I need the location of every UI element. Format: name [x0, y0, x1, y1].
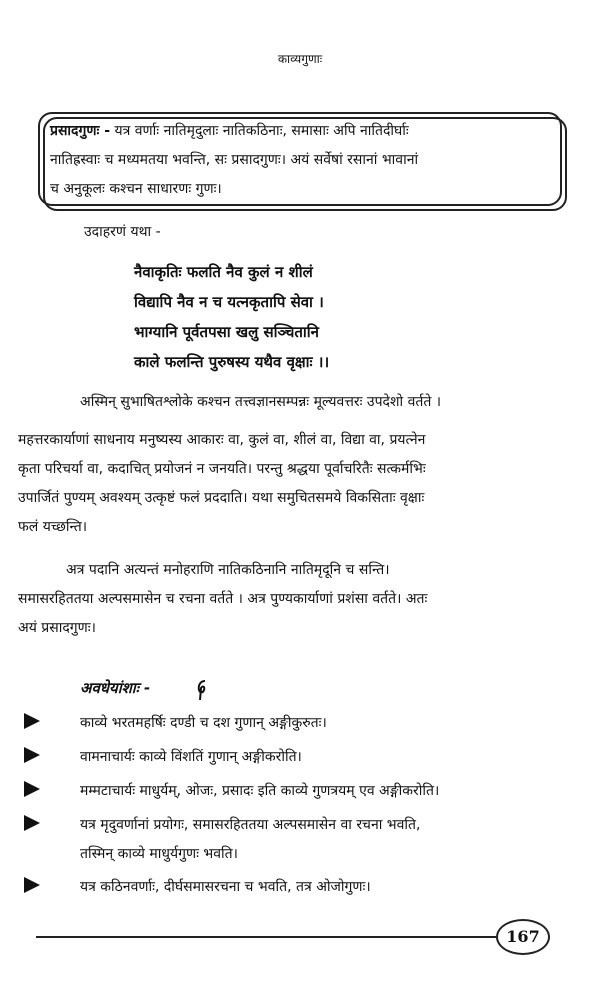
definition-term: प्रसादगुणः - [50, 123, 111, 139]
note-item-4-continued: तस्मिन् काव्ये माधुर्यगुणः भवति। [80, 846, 238, 862]
note-item-4: यत्र मृदुवर्णानां प्रयोगः, समासरहिततया अल्पसमासेन वा रचना भवति, [80, 817, 421, 833]
definition-text-1: यत्र वर्णाः नातिमृदुलाः नातिकठिनाः, समासाः अपि नातिदीर्घाः [110, 123, 409, 139]
verse-line-4: काले फलन्ति पुरुषस्य यथैव वृक्षाः ।। [134, 353, 330, 371]
note-item-3: मम्मटाचार्यः माधुर्यम्, ओजः, प्रसादः इति काव्ये गुणत्रयम् एव अङ्गीकरोति। [80, 783, 440, 799]
bullet-arrow-icon [24, 781, 40, 797]
bullet-arrow-icon [24, 713, 40, 729]
verse-line-1: नैवाकृतिः फलति नैव कुलं न शीलं [134, 263, 313, 281]
paragraph-2-line-4: फलं यच्छन्ति। [18, 519, 88, 535]
paragraph-3-line-1: अत्र पदानि अत्यन्तं मनोहराणि नातिकठिनानि नातिमृदूनि च सन्ति। [66, 562, 390, 578]
page-number: 167 [496, 919, 550, 955]
note-item-5: यत्र कठिनवर्णाः, दीर्घसमासरचना च भवति, तत्र ओजोगुणः। [80, 879, 371, 895]
paragraph-2-line-2: कृता परिचर्या वा, कदाचित् प्रयोजनं न जनयति। परन्तु श्रद्धया पूर्वाचरितैः सत्कर्मभिः [18, 461, 426, 477]
definition-line-3: च अनुकूलः कश्चन साधारणः गुणः। [50, 181, 222, 197]
bullet-arrow-icon [24, 747, 40, 763]
paragraph-2-line-1: महत्तरकार्याणां साधनाय मनुष्यस्य आकारः वा, कुलं वा, शीलं वा, विद्या वा, प्रयत्नेन [18, 432, 426, 448]
notes-heading: अवधेयांशाः - [80, 679, 151, 697]
footer-rule [36, 936, 496, 938]
bullet-arrow-icon [24, 877, 40, 893]
note-item-1: काव्ये भरतमहर्षिः दण्डी च दश गुणान् अङ्गीकुरुतः। [80, 715, 327, 731]
running-header: काव्यगुणाः [277, 52, 323, 66]
definition-line-2: नातिह्रस्वाः च मध्यमतया भवन्ति, सः प्रसादगुणः। अयं सर्वेषां रसानां भावानां [50, 152, 419, 168]
definition-line-1 [50, 121, 409, 140]
verse-line-3: भाग्यानि पूर्वतपसा खलु सञ्चितानि [134, 323, 320, 341]
paragraph-3-line-3: अयं प्रसादगुणः। [18, 620, 96, 636]
example-intro: उदाहरणं यथा - [84, 224, 161, 240]
bullet-arrow-icon [24, 815, 40, 831]
paragraph-3-line-2: समासरहिततया अल्पसमासेन च रचना वर्तते । अत्र पुण्यकार्याणां प्रशंसा वर्तते। अतः [18, 591, 428, 607]
pen-icon [194, 680, 210, 702]
note-item-2: वामनाचार्यः काव्ये विंशतिं गुणान् अङ्गीकरोति। [80, 749, 302, 765]
paragraph-2-line-3: उपार्जितं पुण्यम् अवश्यम् उत्कृष्टं फलं प्रददाति। यथा समुचितसमये विकसिताः वृक्षाः [18, 490, 425, 506]
verse-line-2: विद्यापि नैव न च यत्नकृतापि सेवा । [134, 293, 324, 311]
paragraph-1: अस्मिन् सुभाषितश्लोके कश्चन तत्त्वज्ञानसम्पन्नः मूल्यवत्तरः उपदेशो वर्तते । [80, 394, 442, 410]
